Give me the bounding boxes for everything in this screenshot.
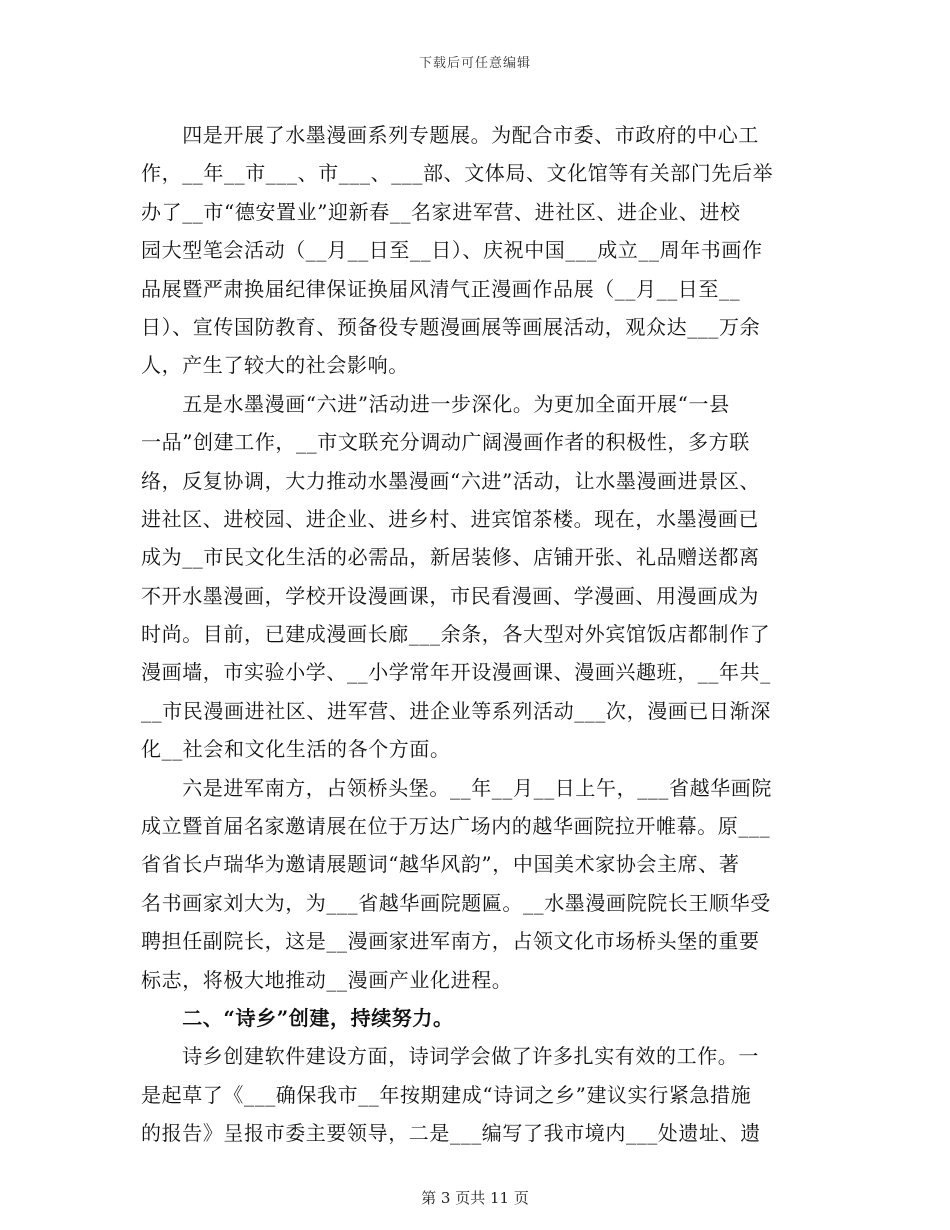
text-line: 成为__市民文化生活的必需品，新居装修、店铺开张、礼品赠送都离	[141, 545, 760, 570]
text-line: 一品”创建工作，__市文联充分调动广阔漫画作者的积极性，多方联	[141, 430, 750, 455]
text-line: 不开水墨漫画，学校开设漫画课，市民看漫画、学漫画、用漫画成为	[141, 583, 759, 608]
text-line: 时尚。目前，已建成漫画长廊___余条，各大型对外宾馆饭店都制作了	[141, 622, 771, 647]
text-line: 品展暨严肃换届纪律保证换届风清气正漫画作品展（__月__日至__	[141, 276, 741, 301]
text-line: 成立暨首届名家邀请展在位于万达广场内的越华画院拉开帷幕。原___	[141, 814, 771, 839]
text-line: 作，__年__市___、市___、___部、文体局、文化馆等有关部门先后举	[141, 161, 774, 186]
document-body	[141, 116, 809, 1153]
text-line: 化__社会和文化生活的各个方面。	[141, 737, 451, 762]
text-line: 日）、宣传国防教育、预备役专题漫画展等画展活动，观众达___万余	[141, 314, 761, 339]
text-line: 漫画墙，市实验小学、__小学常年开设漫画课、漫画兴趣班，__年共_	[141, 660, 771, 685]
page-footer: 第 3 页共 11 页	[421, 1189, 529, 1207]
text-line: 名书画家刘大为，为___省越华画院题匾。__水墨漫画院院长王顺华受	[141, 890, 771, 915]
text-line: 是起草了《___确保我市__年按期建成“诗词之乡”建议实行紧急措施	[141, 1082, 752, 1107]
text-line: __市民漫画进社区、进军营、进企业等系列活动___次，漫画已日渐深	[141, 698, 771, 723]
text-line: 标志，将极大地推动__漫画产业化进程。	[141, 967, 513, 992]
section-heading: 二、“诗乡”创建，持续努力。	[141, 1005, 454, 1030]
text-line: 办了__市“德安置业”迎新春__名家进军营、进社区、进企业、进校	[141, 199, 741, 224]
text-line: 络，反复协调，大力推动水墨漫画“六进”活动，让水墨漫画进景区、	[141, 468, 761, 493]
text-line: 五是水墨漫画“六进”活动进一步深化。为更加全面开展“一县	[141, 391, 730, 416]
text-line: 省省长卢瑞华为邀请展题词“越华风韵”，中国美术家协会主席、著	[141, 852, 740, 877]
text-line: 诗乡创建软件建设方面，诗词学会做了许多扎实有效的工作。一	[141, 1044, 759, 1069]
text-line: 进社区、进校园、进企业、进乡村、进宾馆茶楼。现在，水墨漫画已	[141, 506, 759, 531]
text-line: 人，产生了较大的社会影响。	[141, 353, 409, 378]
text-line: 四是开展了水墨漫画系列专题展。为配合市委、市政府的中心工	[141, 123, 759, 147]
page-header: 下载后可任意编辑	[418, 56, 531, 71]
text-line: 的报告》呈报市委主要领导，二是___编写了我市境内___处遗址、遗	[141, 1121, 761, 1146]
text-line: 聘担任副院长，这是__漫画家进军南方，占领文化市场桥头堡的重要	[141, 929, 760, 954]
text-line: 园大型笔会活动（__月__日至__日）、庆祝中国___成立__周年书画作	[141, 238, 763, 263]
text-line: 六是进军南方，占领桥头堡。__年__月__日上午，___省越华画院	[141, 775, 772, 800]
